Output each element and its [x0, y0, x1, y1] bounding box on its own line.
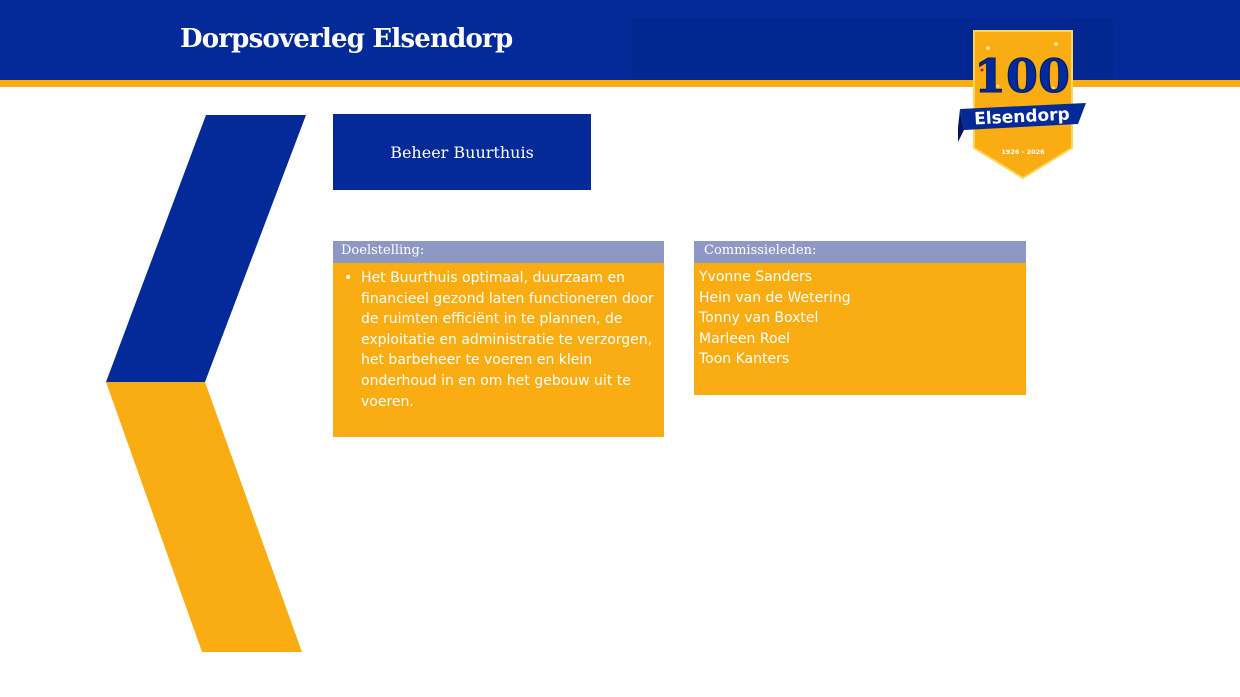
- member-item: Marleen Roel: [699, 330, 791, 347]
- chevron-decoration: [0, 0, 320, 697]
- goal-heading: Doelstelling:: [333, 241, 664, 263]
- section-title: Beheer Buurthuis: [390, 142, 534, 162]
- goal-item: • Het Buurthuis optimaal, duurzaam en financieel gezond laten functioneren door de ruimten efficiënt in te plannen, de exploitatie en administratie te verzorgen, het barbeheer te voeren en klein onderhoud in en om het gebouw uit te voeren.: [361, 268, 656, 412]
- members-heading: Commissieleden:: [694, 241, 1026, 263]
- chevron-top: [106, 115, 306, 382]
- site-title: Dorpsoverleg Elsendorp: [180, 24, 513, 54]
- badge-number: 100: [973, 49, 1071, 103]
- members-list: [694, 263, 1026, 370]
- goal-list: [333, 263, 664, 412]
- member-item: Hein van de Wetering: [699, 289, 851, 306]
- centenary-badge: [958, 26, 1092, 181]
- goal-panel: [333, 241, 664, 437]
- member-item: Tonny van Boxtel: [699, 310, 819, 327]
- badge-name: Elsendorp: [973, 104, 1071, 130]
- member-item: Yvonne Sanders: [699, 269, 813, 285]
- section-title-box: [333, 114, 591, 190]
- badge-years: 1926 - 2026: [1001, 148, 1045, 156]
- members-panel: [694, 241, 1026, 395]
- chevron-bottom: [106, 382, 302, 652]
- member-item: Toon Kanters: [699, 351, 790, 368]
